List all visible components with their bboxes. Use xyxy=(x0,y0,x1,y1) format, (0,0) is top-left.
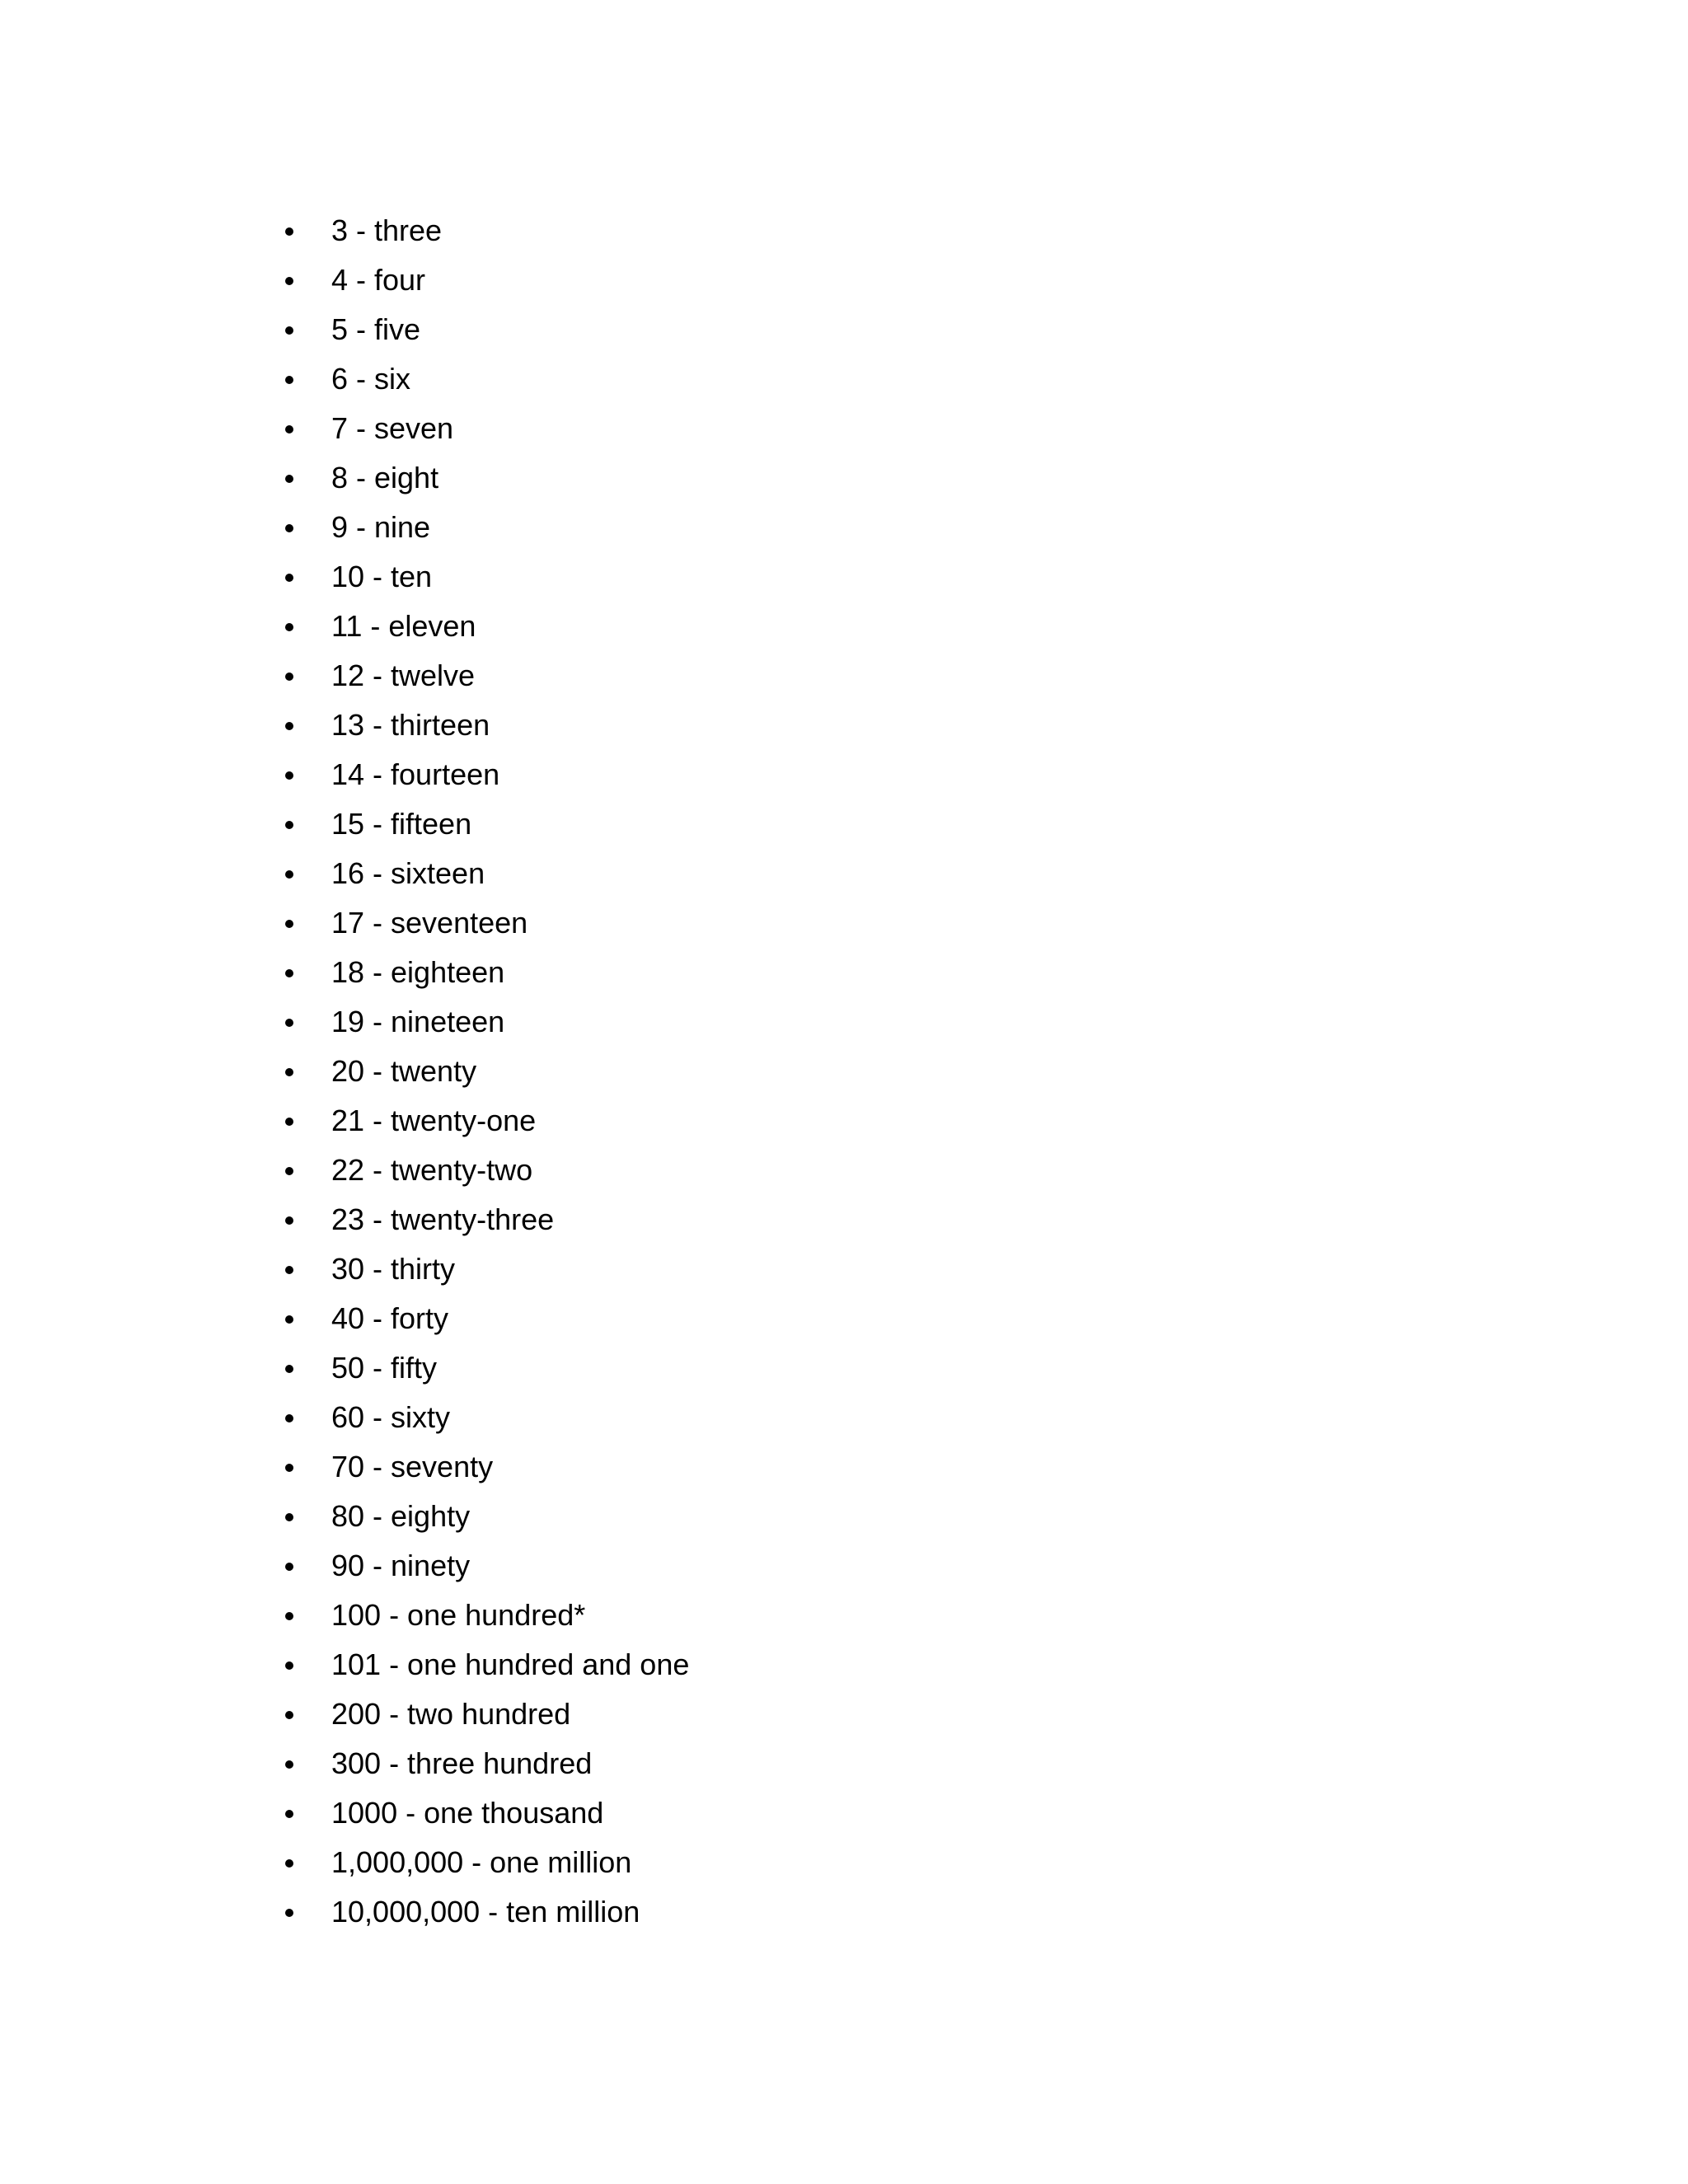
list-item-text: 21 - twenty-one xyxy=(331,1104,537,1137)
list-item xyxy=(274,701,689,750)
bullet-icon xyxy=(285,722,293,730)
list-item-text: 300 - three hundred xyxy=(331,1746,593,1780)
bullet-icon xyxy=(285,623,293,631)
bullet-icon xyxy=(285,1612,293,1620)
bullet-icon xyxy=(285,326,293,335)
list-item xyxy=(274,1838,689,1887)
list-item-text: 60 - sixty xyxy=(331,1400,451,1434)
bullet-icon xyxy=(285,1414,293,1422)
bullet-icon xyxy=(285,1068,293,1076)
bullet-icon xyxy=(285,1118,293,1126)
list-item-text: 40 - forty xyxy=(331,1301,449,1335)
list-item xyxy=(274,1393,689,1442)
bullet-icon xyxy=(285,771,293,780)
list-item xyxy=(274,552,689,602)
bullet-icon xyxy=(285,1464,293,1472)
list-item xyxy=(274,354,689,404)
bullet-icon xyxy=(285,524,293,532)
bullet-icon xyxy=(285,969,293,977)
list-item xyxy=(274,849,689,898)
list-item xyxy=(274,503,689,552)
list-item-text: 22 - twenty-two xyxy=(331,1153,533,1187)
list-item-text: 13 - thirteen xyxy=(331,708,490,742)
list-item xyxy=(274,1096,689,1146)
bullet-icon xyxy=(285,1810,293,1818)
list-item xyxy=(274,799,689,849)
list-item-text: 30 - thirty xyxy=(331,1252,456,1286)
list-item xyxy=(274,1788,689,1838)
bullet-icon xyxy=(285,277,293,285)
list-item-text: 1000 - one thousand xyxy=(331,1796,604,1830)
bullet-icon xyxy=(285,673,293,681)
list-item xyxy=(274,1640,689,1690)
bullet-icon xyxy=(285,1760,293,1769)
list-item-text: 200 - two hundred xyxy=(331,1697,571,1731)
bullet-icon xyxy=(285,574,293,582)
list-item xyxy=(274,453,689,503)
list-item xyxy=(274,1146,689,1195)
bullet-icon xyxy=(285,1859,293,1868)
bullet-icon xyxy=(285,227,293,236)
list-item-text: 7 - seven xyxy=(331,411,454,445)
list-item xyxy=(274,255,689,305)
bullet-icon xyxy=(285,1315,293,1324)
bullet-icon xyxy=(285,870,293,879)
list-item-text: 4 - four xyxy=(331,263,426,297)
list-item-text: 19 - nineteen xyxy=(331,1005,505,1038)
number-word-list xyxy=(274,206,689,1937)
list-item xyxy=(274,1343,689,1393)
list-item-text: 101 - one hundred and one xyxy=(331,1647,690,1681)
list-item xyxy=(274,1047,689,1096)
list-item xyxy=(274,602,689,651)
list-item-text: 14 - fourteen xyxy=(331,757,500,791)
bullet-icon xyxy=(285,1266,293,1274)
list-item xyxy=(274,898,689,948)
bullet-icon xyxy=(285,1563,293,1571)
list-item xyxy=(274,948,689,997)
list-item-text: 5 - five xyxy=(331,312,421,346)
list-item-text: 18 - eighteen xyxy=(331,955,505,989)
bullet-icon xyxy=(285,1711,293,1719)
list-item xyxy=(274,1492,689,1541)
list-item xyxy=(274,1442,689,1492)
list-item-text: 1,000,000 - one million xyxy=(331,1845,632,1879)
bullet-icon xyxy=(285,821,293,829)
list-item-text: 9 - nine xyxy=(331,510,431,544)
list-item xyxy=(274,1195,689,1244)
bullet-icon xyxy=(285,1365,293,1373)
bullet-icon xyxy=(285,1167,293,1175)
list-item xyxy=(274,1690,689,1739)
list-item-text: 6 - six xyxy=(331,362,411,396)
list-item-text: 20 - twenty xyxy=(331,1054,477,1088)
list-item-text: 8 - eight xyxy=(331,461,439,494)
list-item-text: 3 - three xyxy=(331,213,443,247)
bullet-icon xyxy=(285,1661,293,1670)
list-item xyxy=(274,1887,689,1937)
list-item-text: 23 - twenty-three xyxy=(331,1202,555,1236)
bullet-icon xyxy=(285,1019,293,1027)
bullet-icon xyxy=(285,920,293,928)
list-item xyxy=(274,651,689,701)
list-item xyxy=(274,404,689,453)
list-item-text: 80 - eighty xyxy=(331,1499,471,1533)
bullet-icon xyxy=(285,425,293,434)
list-item xyxy=(274,305,689,354)
list-item xyxy=(274,1244,689,1294)
list-item-text: 12 - twelve xyxy=(331,658,476,692)
list-item-text: 90 - ninety xyxy=(331,1549,471,1582)
bullet-icon xyxy=(285,1909,293,1917)
list-item xyxy=(274,997,689,1047)
bullet-icon xyxy=(285,376,293,384)
list-item-text: 100 - one hundred* xyxy=(331,1598,586,1632)
list-item xyxy=(274,750,689,799)
list-item xyxy=(274,206,689,255)
list-item-text: 17 - seventeen xyxy=(331,906,528,940)
list-item-text: 16 - sixteen xyxy=(331,856,485,890)
list-item xyxy=(274,1294,689,1343)
list-item-text: 11 - eleven xyxy=(331,609,476,643)
list-item-text: 10 - ten xyxy=(331,560,433,593)
list-item xyxy=(274,1739,689,1788)
list-item-text: 70 - seventy xyxy=(331,1450,494,1483)
list-item-text: 15 - fifteen xyxy=(331,807,472,841)
list-item-text: 50 - fifty xyxy=(331,1351,438,1385)
list-item xyxy=(274,1591,689,1640)
bullet-icon xyxy=(285,1513,293,1521)
bullet-icon xyxy=(285,1216,293,1225)
list-item-text: 10,000,000 - ten million xyxy=(331,1895,640,1929)
bullet-icon xyxy=(285,475,293,483)
list-item xyxy=(274,1541,689,1591)
